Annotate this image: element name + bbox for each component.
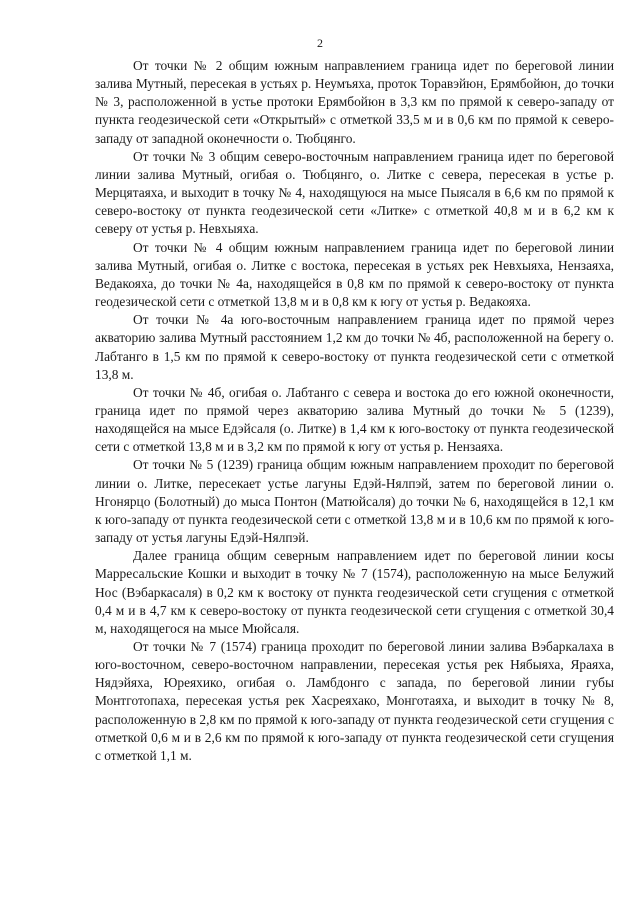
paragraph-4: От точки № 4а юго-восточным направлением граница идет по прямой через акваторию залива Мутный расстоянием 1,2 км до точки № 4б, расположенной на берегу о. Лабтанго в 1,5 км по прямой к северо-востоку от пункта геодезической сети с отметкой 13,8 м.	[95, 312, 614, 382]
paragraph-3: От точки № 4 общим южным направлением граница идет по береговой линии залива Мутный, огибая о. Литке с востока, пересекая в устьях рек Невхыяха, Нензаяха, Ведакояха, до точки № 4а, находящейся в 0,8 км по прямой к северо-востоку от пункта геодезической сети с отметкой 13,8 м и в 0,8 км к югу от устья р. Ведакояха.	[95, 239, 614, 310]
paragraph-8: От точки № 7 (1574) граница проходит по береговой линии залива Вэбаркалаха в юго-восточном, северо-восточном направлении, пересекая устья рек Нябыяха, Яраяха, Нядэйяха, Юреяхико, огибая о. Ламбдонго с запада, по береговой линии губы Монтготопаха, пересекая устья рек Хасреяхако, Монготаяха, и выходит в точку № 8, расположенную в 2,8 км по прямой к юго-западу от пункта геодезической сети сгущения с отметкой 0,6 м и в 2,6 км по прямой к юго-западу от пункта геодезической сети сгущения с отметкой 1,1 м.	[95, 639, 614, 763]
paragraph-2: От точки № 3 общим северо-восточным направлением граница идет по береговой линии залива Мутный, огибая о. Тюбцянго, о. Литке с севера, пересекая в устье р. Мерцятаяха, и выходит в точку № 4, находящуюся на мысе Пыясаля в 6,6 км по прямой к северо-востоку от пункта геодезической сети «Литке» с отметкой 40,8 м и в 6,2 км к северу от устья р. Невхыяха.	[95, 148, 614, 237]
paragraph-5: От точки № 4б, огибая о. Лабтанго с севера и востока до его южной оконечности, граница идет по прямой через акваторию залива Мутный до точки № 5 (1239), находящейся на мысе Едэйсаля (о. Литке) в 1,4 км к юго-востоку от пункта геодезической сети с отметкой 13,8 м и в 3,2 км по прямой к югу от устья р. Нензаяха.	[95, 384, 614, 455]
paragraph-6: От точки № 5 (1239) граница общим южным направлением проходит по береговой линии о. Литке, пересекает устье лагуны Едэй-Нялпэй, затем по береговой линии о. Нгонярцо (Болотный) до мыса Понтон (Матюйсаля) до точки № 6, находящейся в 12,1 км к юго-западу от пункта геодезической сети с отметкой 13,8 м и в 10,6 км по прямой к юго-западу от устья лагуны Едэй-Нялпэй.	[95, 457, 614, 546]
paragraph-1: От точки № 2 общим южным направлением граница идет по береговой линии залива Мутный, пересекая в устьях р. Неумъяха, проток Торавэйюн, Ерямбойюн, до точки № 3, расположенной в устье протоки Ерямбойюн в 3,3 км по прямой к северо-западу от пункта геодезической сети «Открытый» с отметкой 33,5 м и в 0,6 км по прямой к северо-западу от западной оконечности о. Тюбцянго.	[95, 58, 614, 146]
page-number: 2	[317, 36, 323, 50]
document-body	[95, 57, 614, 765]
paragraph-7: Далее граница общим северным направлением идет по береговой линии косы Марресальские Кошки и выходит в точку № 7 (1574), расположенную на мысе Белужий Нос (Вэбаркасаля) в 0,2 км к востоку от пункта геодезической сети сгущения с отметкой 0,4 м и в 4,7 км к северо-востоку от пункта геодезической сети сгущения с отметкой 30,4 м, находящегося на мысе Мюйсаля.	[95, 548, 614, 636]
